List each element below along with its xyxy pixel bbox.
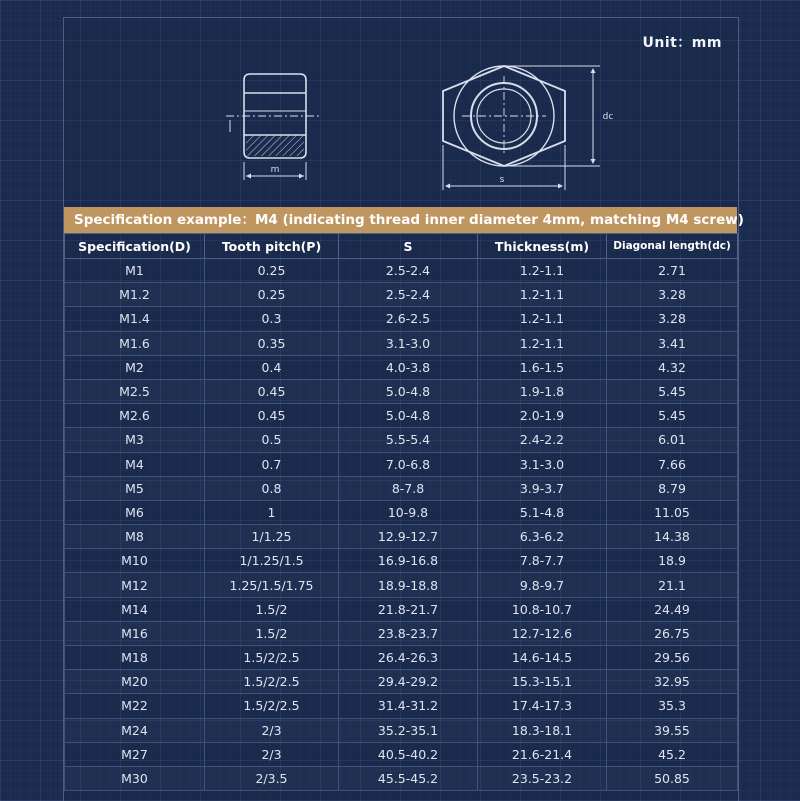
table-row <box>65 379 738 403</box>
cell-tooth-pitch: 0.8 <box>205 476 339 500</box>
cell-thickness: 10.8-10.7 <box>478 597 607 621</box>
cell-tooth-pitch: 0.25 <box>205 259 339 283</box>
cell-tooth-pitch: 1.25/1.5/1.75 <box>205 573 339 597</box>
cell-specification: M27 <box>65 742 205 766</box>
header-diagonal-length: Diagonal length(dc) <box>607 234 738 259</box>
table-row <box>65 476 738 500</box>
cell-thickness: 12.7-12.6 <box>478 621 607 645</box>
table-row <box>65 742 738 766</box>
cell-specification: M1.2 <box>65 283 205 307</box>
cell-specification: M10 <box>65 549 205 573</box>
cell-specification: M1 <box>65 259 205 283</box>
cell-thickness: 1.9-1.8 <box>478 379 607 403</box>
cell-thickness: 23.5-23.2 <box>478 766 607 790</box>
table-row <box>65 355 738 379</box>
cell-tooth-pitch: 0.7 <box>205 452 339 476</box>
cell-diagonal-length: 5.45 <box>607 379 738 403</box>
cell-thickness: 21.6-21.4 <box>478 742 607 766</box>
cell-thickness: 1.2-1.1 <box>478 307 607 331</box>
cell-diagonal-length: 45.2 <box>607 742 738 766</box>
cell-tooth-pitch: 0.3 <box>205 307 339 331</box>
cell-diagonal-length: 8.79 <box>607 476 738 500</box>
table-row <box>65 283 738 307</box>
cell-specification: M8 <box>65 525 205 549</box>
cell-s: 3.1-3.0 <box>339 331 478 355</box>
cell-thickness: 3.1-3.0 <box>478 452 607 476</box>
cell-tooth-pitch: 1.5/2/2.5 <box>205 694 339 718</box>
cell-tooth-pitch: 0.45 <box>205 404 339 428</box>
cell-specification: M24 <box>65 718 205 742</box>
cell-tooth-pitch: 1.5/2/2.5 <box>205 670 339 694</box>
cell-diagonal-length: 11.05 <box>607 500 738 524</box>
cell-tooth-pitch: 2/3.5 <box>205 766 339 790</box>
cell-thickness: 14.6-14.5 <box>478 646 607 670</box>
cell-s: 5.0-4.8 <box>339 379 478 403</box>
cell-thickness: 1.6-1.5 <box>478 355 607 379</box>
cell-thickness: 6.3-6.2 <box>478 525 607 549</box>
cell-specification: M30 <box>65 766 205 790</box>
header-s: S <box>339 234 478 259</box>
cell-s: 23.8-23.7 <box>339 621 478 645</box>
front-view-s-label: s <box>499 175 505 185</box>
cell-s: 45.5-45.2 <box>339 766 478 790</box>
cell-specification: M5 <box>65 476 205 500</box>
cell-thickness: 17.4-17.3 <box>478 694 607 718</box>
cell-s: 29.4-29.2 <box>339 670 478 694</box>
cell-tooth-pitch: 1/1.25 <box>205 525 339 549</box>
side-view-m-label: m <box>270 165 280 175</box>
cell-s: 4.0-3.8 <box>339 355 478 379</box>
cell-tooth-pitch: 0.35 <box>205 331 339 355</box>
table-body <box>65 259 738 791</box>
cell-tooth-pitch: 2/3 <box>205 718 339 742</box>
cell-diagonal-length: 18.9 <box>607 549 738 573</box>
cell-s: 12.9-12.7 <box>339 525 478 549</box>
cell-diagonal-length: 24.49 <box>607 597 738 621</box>
cell-specification: M2.6 <box>65 404 205 428</box>
cell-s: 8-7.8 <box>339 476 478 500</box>
cell-specification: M1.6 <box>65 331 205 355</box>
table-row <box>65 307 738 331</box>
cell-thickness: 1.2-1.1 <box>478 331 607 355</box>
cell-diagonal-length: 6.01 <box>607 428 738 452</box>
cell-diagonal-length: 35.3 <box>607 694 738 718</box>
table-row <box>65 331 738 355</box>
cell-s: 35.2-35.1 <box>339 718 478 742</box>
front-view-dc-label: dc <box>602 112 614 122</box>
cell-tooth-pitch: 2/3 <box>205 742 339 766</box>
table-row <box>65 404 738 428</box>
cell-thickness: 2.4-2.2 <box>478 428 607 452</box>
cell-thickness: 1.2-1.1 <box>478 259 607 283</box>
cell-specification: M6 <box>65 500 205 524</box>
header-tooth-pitch: Tooth pitch(P) <box>205 234 339 259</box>
table-row <box>65 500 738 524</box>
cell-thickness: 9.8-9.7 <box>478 573 607 597</box>
table-row <box>65 694 738 718</box>
cell-tooth-pitch: 1 <box>205 500 339 524</box>
cell-tooth-pitch: 1.5/2 <box>205 597 339 621</box>
cell-s: 21.8-21.7 <box>339 597 478 621</box>
cell-thickness: 3.9-3.7 <box>478 476 607 500</box>
cell-diagonal-length: 26.75 <box>607 621 738 645</box>
cell-diagonal-length: 14.38 <box>607 525 738 549</box>
cell-diagonal-length: 29.56 <box>607 646 738 670</box>
cell-specification: M14 <box>65 597 205 621</box>
cell-specification: M4 <box>65 452 205 476</box>
table-row <box>65 259 738 283</box>
cell-s: 5.5-5.4 <box>339 428 478 452</box>
cell-specification: M1.4 <box>65 307 205 331</box>
cell-thickness: 18.3-18.1 <box>478 718 607 742</box>
cell-specification: M12 <box>65 573 205 597</box>
cell-specification: M16 <box>65 621 205 645</box>
cell-thickness: 5.1-4.8 <box>478 500 607 524</box>
cell-diagonal-length: 2.71 <box>607 259 738 283</box>
cell-thickness: 15.3-15.1 <box>478 670 607 694</box>
nut-specification-table <box>64 233 738 791</box>
table-row <box>65 525 738 549</box>
table-row <box>65 573 738 597</box>
cell-s: 2.5-2.4 <box>339 283 478 307</box>
cell-tooth-pitch: 1.5/2 <box>205 621 339 645</box>
cell-thickness: 1.2-1.1 <box>478 283 607 307</box>
cell-s: 16.9-16.8 <box>339 549 478 573</box>
cell-s: 26.4-26.3 <box>339 646 478 670</box>
cell-s: 40.5-40.2 <box>339 742 478 766</box>
cell-diagonal-length: 21.1 <box>607 573 738 597</box>
cell-diagonal-length: 7.66 <box>607 452 738 476</box>
cell-diagonal-length: 39.55 <box>607 718 738 742</box>
cell-specification: M20 <box>65 670 205 694</box>
cell-tooth-pitch: 0.45 <box>205 379 339 403</box>
unit-label: Unit：mm <box>642 35 722 51</box>
cell-s: 10-9.8 <box>339 500 478 524</box>
cell-diagonal-length: 5.45 <box>607 404 738 428</box>
cell-specification: M2.5 <box>65 379 205 403</box>
table-header-row <box>65 234 738 259</box>
table-row <box>65 670 738 694</box>
cell-tooth-pitch: 0.4 <box>205 355 339 379</box>
cell-tooth-pitch: 0.25 <box>205 283 339 307</box>
cell-diagonal-length: 3.28 <box>607 283 738 307</box>
cell-tooth-pitch: 0.5 <box>205 428 339 452</box>
cell-diagonal-length: 50.85 <box>607 766 738 790</box>
cell-s: 2.6-2.5 <box>339 307 478 331</box>
cell-s: 5.0-4.8 <box>339 404 478 428</box>
cell-s: 18.9-18.8 <box>339 573 478 597</box>
table-row <box>65 766 738 790</box>
header-specification: Specification(D) <box>65 234 205 259</box>
specification-example-banner: Specification example：M4 (indicating thread inner diameter 4mm, matching M4 screw) <box>64 207 737 233</box>
cell-s: 7.0-6.8 <box>339 452 478 476</box>
table-row <box>65 718 738 742</box>
table-row <box>65 597 738 621</box>
cell-diagonal-length: 4.32 <box>607 355 738 379</box>
table-row <box>65 549 738 573</box>
cell-thickness: 7.8-7.7 <box>478 549 607 573</box>
cell-diagonal-length: 3.41 <box>607 331 738 355</box>
cell-tooth-pitch: 1/1.25/1.5 <box>205 549 339 573</box>
table-row <box>65 428 738 452</box>
cell-specification: M22 <box>65 694 205 718</box>
cell-thickness: 2.0-1.9 <box>478 404 607 428</box>
cell-s: 2.5-2.4 <box>339 259 478 283</box>
header-thickness: Thickness(m) <box>478 234 607 259</box>
cell-diagonal-length: 3.28 <box>607 307 738 331</box>
table-row <box>65 621 738 645</box>
nut-front-view <box>443 66 600 190</box>
cell-s: 31.4-31.2 <box>339 694 478 718</box>
cell-specification: M18 <box>65 646 205 670</box>
cell-tooth-pitch: 1.5/2/2.5 <box>205 646 339 670</box>
cell-diagonal-length: 32.95 <box>607 670 738 694</box>
table-row <box>65 452 738 476</box>
cell-specification: M3 <box>65 428 205 452</box>
hex-nut-technical-drawing <box>0 0 800 210</box>
cell-specification: M2 <box>65 355 205 379</box>
table-row <box>65 646 738 670</box>
